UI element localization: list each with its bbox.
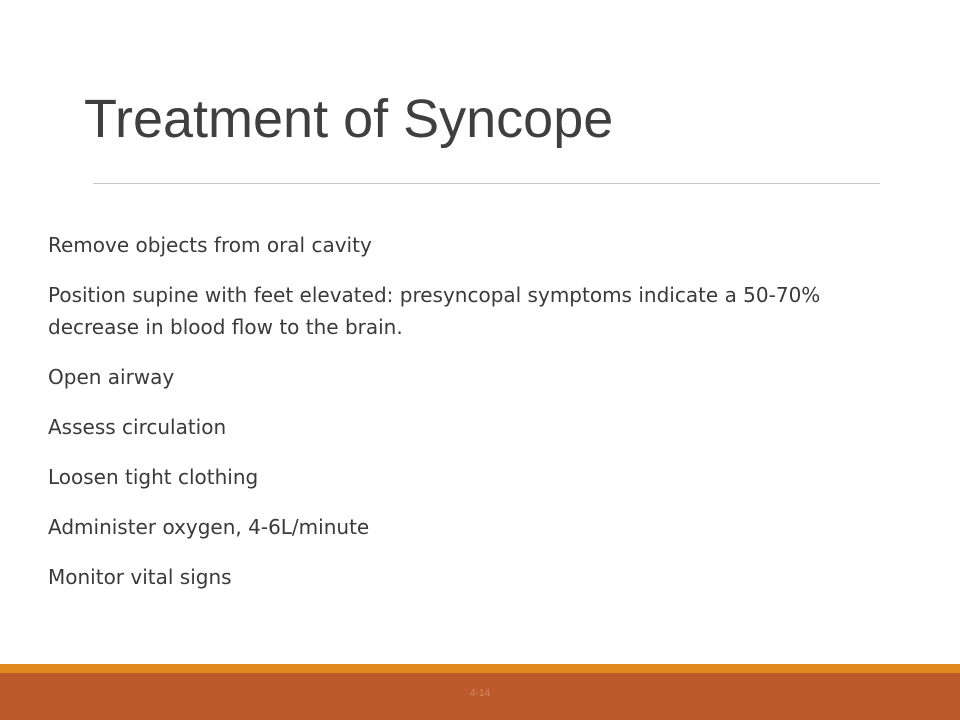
bullet-item: Assess circulation xyxy=(48,415,227,439)
bullet-item: Open airway xyxy=(48,365,175,389)
footer-accent-stripe xyxy=(0,664,960,673)
bullet-item: Loosen tight clothing xyxy=(48,465,259,489)
bullet-item: Administer oxygen, 4-6L/minute xyxy=(48,515,370,539)
slide-number: 4-14 xyxy=(469,688,490,699)
bullet-list xyxy=(48,229,888,611)
bullet-item: Position supine with feet elevated: presyncopal symptoms indicate a 50-70% decrease in blood flow to the brain. xyxy=(48,283,821,339)
bullet-item: Remove objects from oral cavity xyxy=(48,233,372,257)
bullet-item: Monitor vital signs xyxy=(48,565,232,589)
slide-title: Treatment of Syncope xyxy=(84,89,614,149)
title-divider xyxy=(93,183,880,184)
